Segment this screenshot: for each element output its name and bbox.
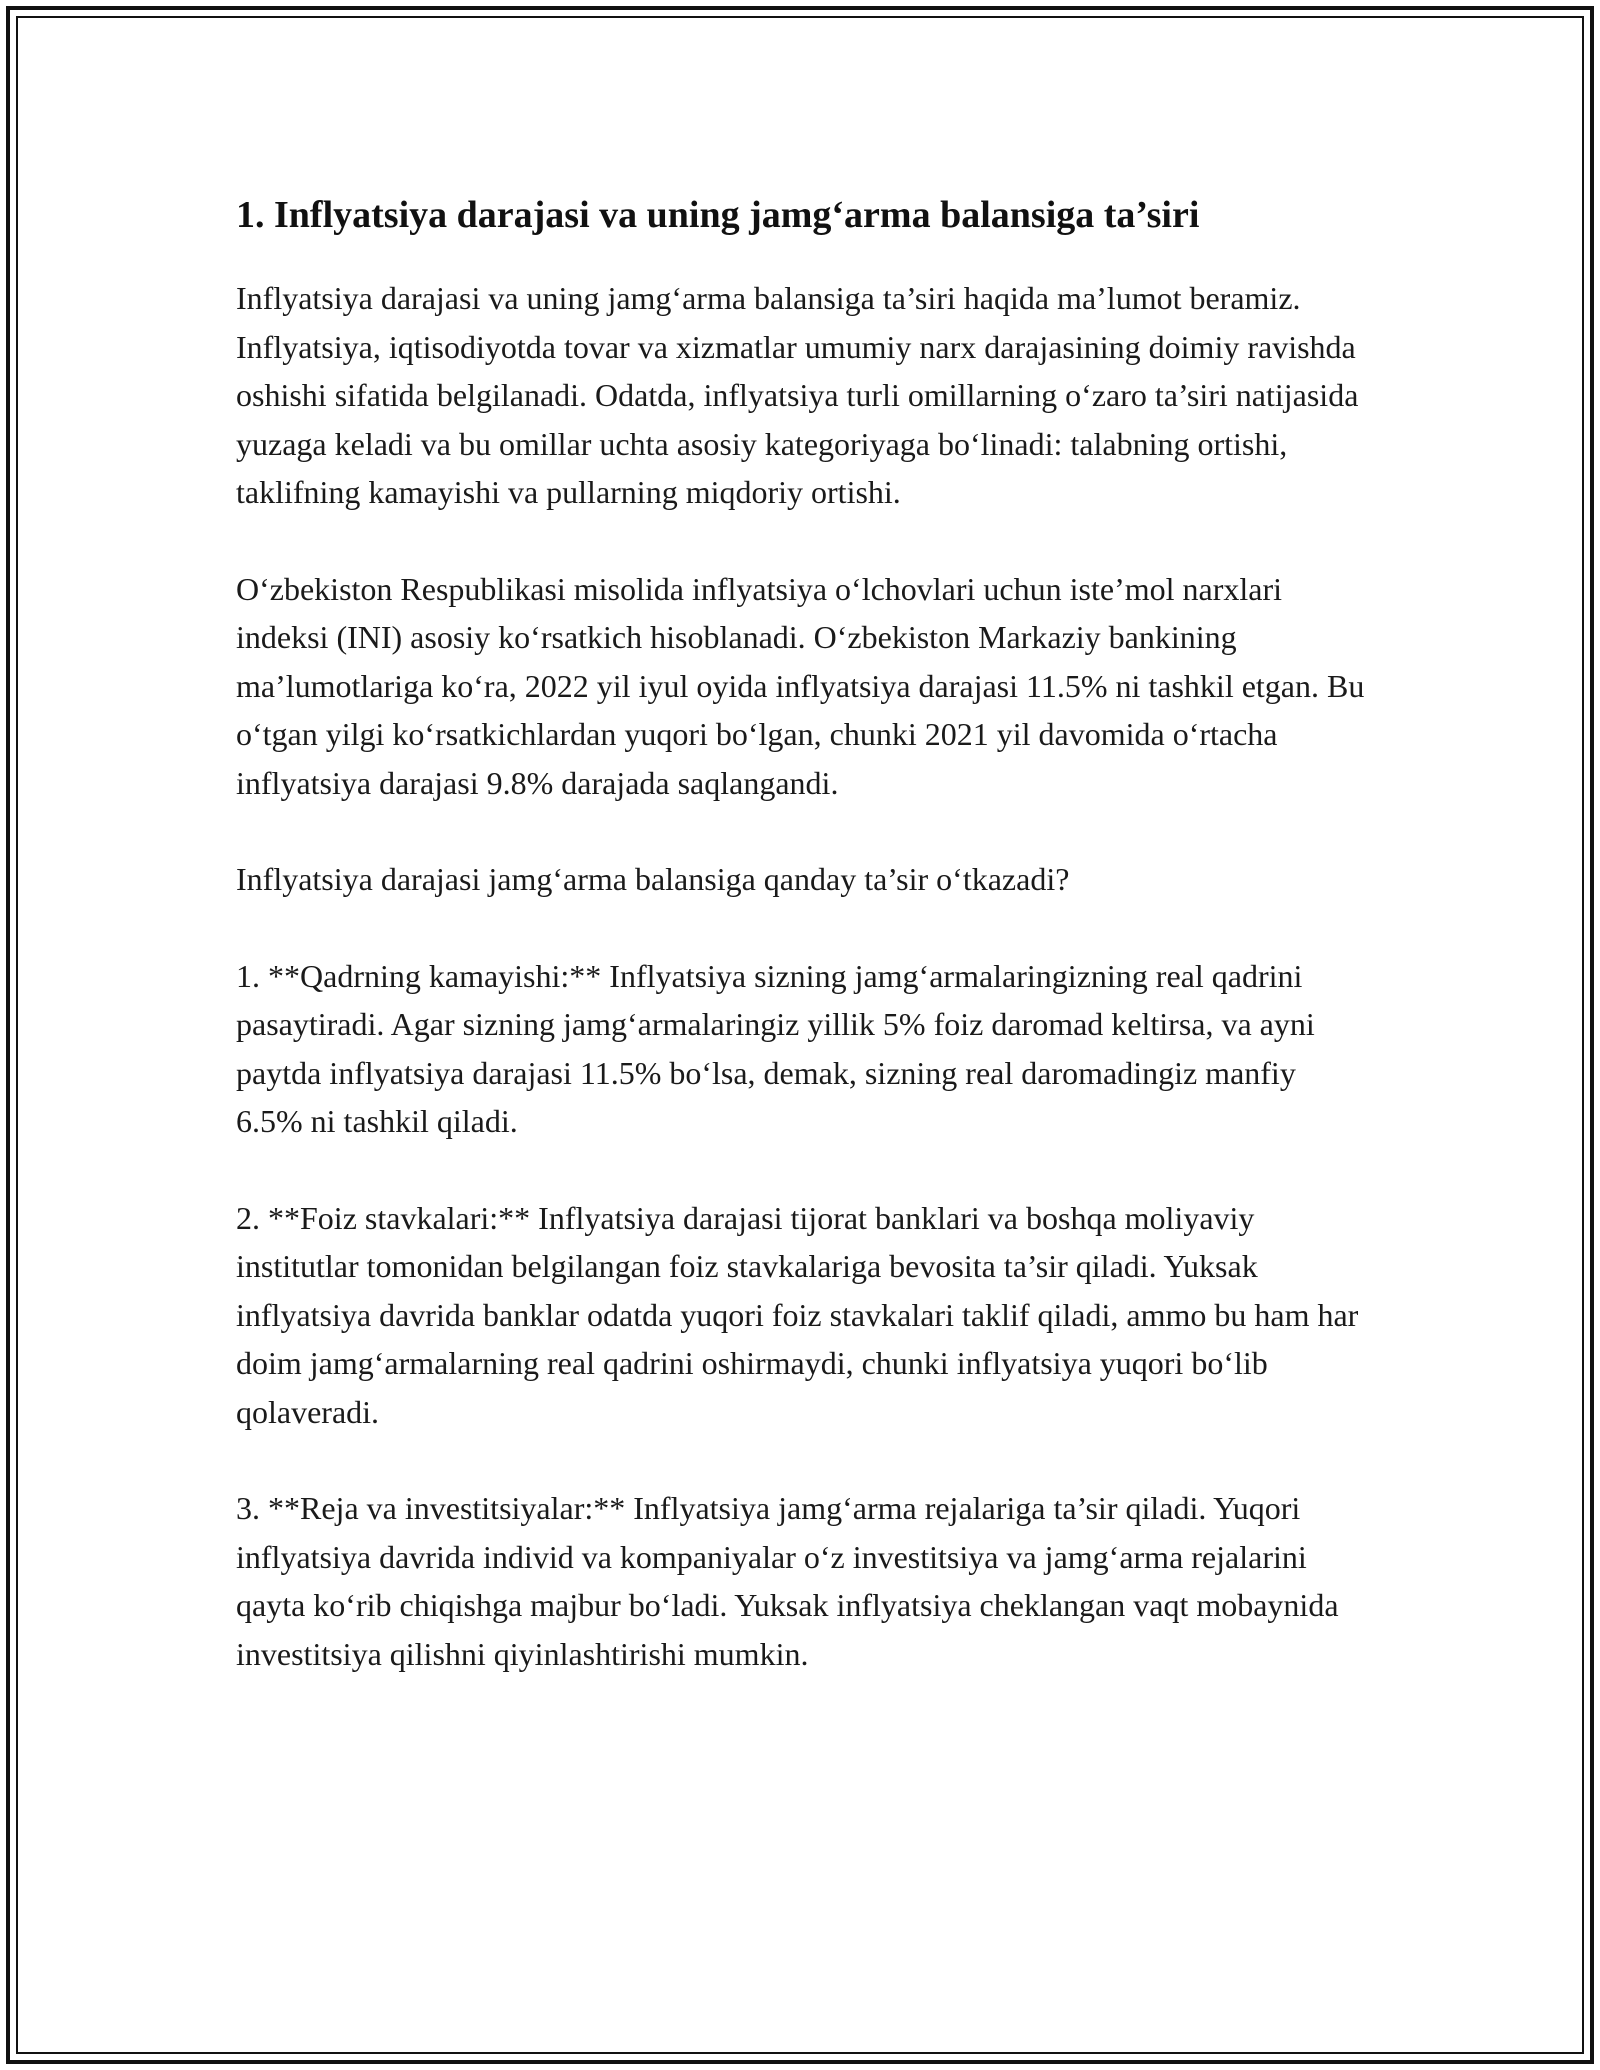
document-page [236, 186, 1366, 1678]
intro-paragraph: Inflyatsiya darajasi va uning jamg‘arma balansiga ta’siri haqida ma’lumot beramiz. Inflyatsiya, iqtisodiyotda tovar va xizmatlar umumiy narx darajasining doimiy ravishda oshishi sifatida belgilanadi. Odatda, inflyatsiya turli omillarning o‘zaro ta’siri natijasida yuzaga keladi va bu omillar uchta asosiy kategoriyaga bo‘linadi: talabning ortishi, taklifning kamayishi va pullarning miqdoriy ortishi. [236, 280, 1359, 510]
list-item-value-decline: 1. **Qadrning kamayishi:** Inflyatsiya sizning jamg‘armalaringizning real qadrini pasaytiradi. Agar sizning jamg‘armalaringiz yillik 5% foiz daromad keltirsa, va ayni paytda inflyatsiya darajasi 11.5% bo‘lsa, demak, sizning real daromadingiz manfiy 6.5% ni tashkil qiladi. [236, 957, 1315, 1139]
question-paragraph: Inflyatsiya darajasi jamg‘arma balansiga qanday ta’sir o‘tkazadi? [236, 861, 1070, 897]
list-item-interest-rates: 2. **Foiz stavkalari:** Inflyatsiya darajasi tijorat banklari va boshqa moliyaviy institutlar tomonidan belgilangan foiz stavkalariga bevosita ta’sir qiladi. Yuksak inflyatsiya davrida banklar odatda yuqori foiz stavkalari taklif qiladi, ammo bu ham har doim jamg‘armalarning real qadrini oshirmaydi, chunki inflyatsiya yuqori bo‘lib qolaveradi. [236, 1199, 1359, 1430]
section-heading: 1. Inflyatsiya darajasi va uning jamg‘arma balansiga ta’siri [236, 194, 1200, 236]
list-item-plans-investments: 3. **Reja va investitsiyalar:** Inflyatsiya jamg‘arma rejalariga ta’sir qiladi. Yuqori inflyatsiya davrida individ va kompaniyalar o‘z investitsiya va jamg‘arma rejalarini qayta ko‘rib chiqishga majbur bo‘ladi. Yuksak inflyatsiya cheklangan vaqt mobaynida investitsiya qilishni qiyinlashtirishi mumkin. [236, 1490, 1339, 1672]
uzbekistan-inflation-paragraph: O‘zbekiston Respublikasi misolida inflyatsiya o‘lchovlari uchun iste’mol narxlari indeksi (INI) asosiy ko‘rsatkich hisoblanadi. O‘zbekiston Markaziy bankining ma’lumotlariga ko‘ra, 2022 yil iyul oyida inflyatsiya darajasi 11.5% ni tashkil etgan. Bu o‘tgan yilgi ko‘rsatkichlardan yuqori bo‘lgan, chunki 2021 yil davomida o‘rtacha inflyatsiya darajasi 9.8% darajada saqlangandi. [236, 570, 1365, 801]
